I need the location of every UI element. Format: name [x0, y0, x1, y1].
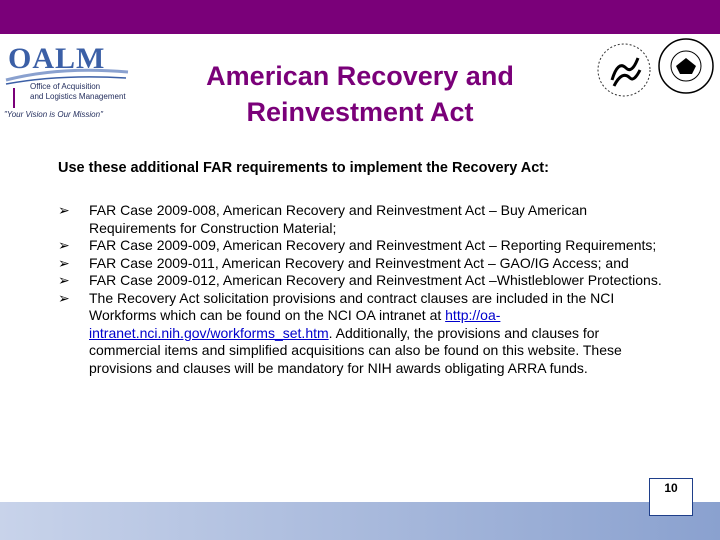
list-item-text: FAR Case 2009-012, American Recovery and Reinvestment Act –Whistleblower Protections. — [89, 272, 662, 288]
title-line-1: American Recovery and — [206, 61, 514, 91]
list-item — [58, 272, 668, 290]
oalm-logo-line1: Office of Acquisition — [30, 82, 101, 91]
nih-logo — [656, 36, 716, 96]
list-item — [58, 237, 668, 255]
oalm-logo-text: OALM — [8, 42, 106, 75]
oalm-slogan: "Your Vision is Our Mission" — [4, 110, 103, 119]
arrow-bullet-icon: ➢ — [58, 237, 70, 253]
far-requirements-list — [58, 202, 668, 377]
page-title — [150, 58, 570, 130]
page-number: 10 — [649, 478, 693, 516]
arrow-bullet-icon: ➢ — [58, 289, 70, 306]
list-item-text: FAR Case 2009-008, American Recovery and Reinvestment Act – Buy American Requirements for Construction Material; — [89, 202, 588, 236]
hhs-seal-icon — [594, 40, 654, 100]
arrow-bullet-icon: ➢ — [58, 254, 70, 271]
arrow-bullet-icon: ➢ — [58, 272, 70, 288]
oalm-logo — [0, 36, 140, 124]
footer-bar — [0, 502, 720, 540]
arrow-bullet-icon: ➢ — [58, 202, 70, 218]
title-line-2: Reinvestment Act — [246, 97, 474, 127]
list-item-text: FAR Case 2009-009, American Recovery and Reinvestment Act – Reporting Requirements; — [89, 237, 657, 253]
list-item — [58, 202, 668, 237]
oalm-logo-line2: and Logistics Management — [30, 92, 126, 101]
list-item-text: FAR Case 2009-011, American Recovery and Reinvestment Act – GAO/IG Access; and — [89, 254, 629, 271]
list-item — [58, 290, 668, 378]
list-item-text-after-link: . Additionally, the provisions and clauses for commercial items and simplified acquisitions can also be found on this website. These provisions and clauses will be mandatory for NIH awards obligating ARRA funds. — [89, 324, 622, 376]
top-banner — [0, 0, 720, 34]
intro-text: Use these additional FAR requirements to implement the Recovery Act: — [58, 160, 549, 176]
list-item-text-before-link: The Recovery Act solicitation provisions and contract clauses are included in the NCI Workforms which can be found on the NCI OA intranet at — [89, 289, 615, 323]
nih-seal-icon — [656, 36, 716, 96]
workforms-link[interactable]: http://oa-intranet.nci.nih.gov/workforms_set.htm — [89, 307, 501, 341]
list-item — [58, 255, 668, 273]
